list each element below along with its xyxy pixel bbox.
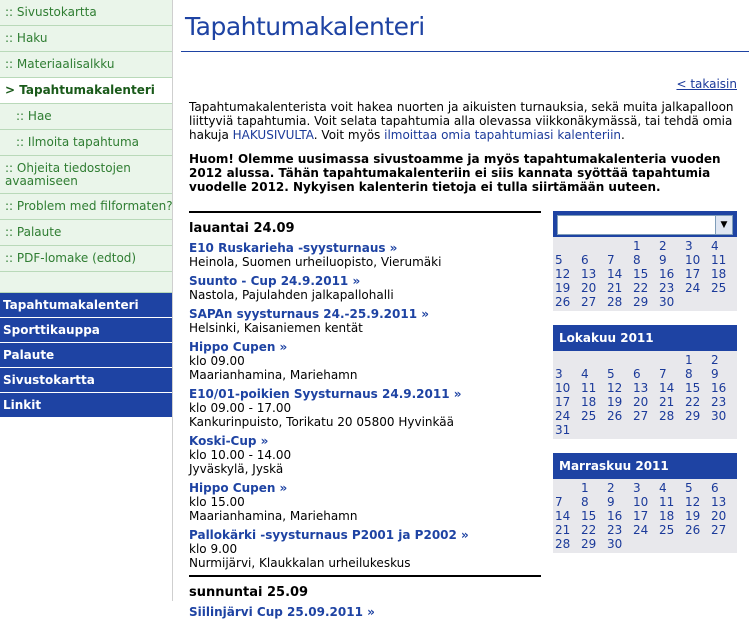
day-cell[interactable]: 28 [659, 409, 675, 423]
day-cell[interactable]: 17 [555, 395, 571, 409]
day-cell[interactable]: 24 [633, 523, 649, 537]
day-cell[interactable]: 25 [581, 409, 597, 423]
day-grid [553, 479, 737, 553]
event-detail: klo 10.00 - 14.00 [189, 448, 292, 462]
day-cell[interactable]: 15 [633, 267, 649, 281]
event-item [189, 241, 541, 269]
day-cell[interactable]: 19 [685, 509, 701, 523]
day-cell[interactable]: 20 [711, 509, 727, 523]
chevron-down-icon[interactable]: ▼ [715, 216, 732, 234]
page-title: Tapahtumakalenteri [185, 12, 425, 41]
day-cell[interactable]: 21 [659, 395, 675, 409]
day-cell[interactable]: 7 [607, 253, 615, 267]
day-cell[interactable]: 19 [607, 395, 623, 409]
event-item [189, 434, 541, 476]
day-cell[interactable]: 11 [659, 495, 675, 509]
day-cell[interactable]: 5 [555, 253, 563, 267]
day-cell[interactable]: 9 [711, 367, 719, 381]
day-cell[interactable]: 8 [633, 253, 641, 267]
subnav-item-ilmoita-tapahtuma[interactable] [0, 130, 172, 156]
subnav-label: Ilmoita tapahtuma [27, 135, 140, 149]
event-item [189, 307, 541, 335]
day-cell[interactable]: 16 [607, 509, 623, 523]
day-cell[interactable]: 19 [555, 281, 571, 295]
day-cell[interactable]: 28 [607, 295, 623, 309]
subnav-item-pdf-lomake[interactable] [0, 246, 172, 272]
day-cell[interactable]: 30 [659, 295, 675, 309]
day-cell[interactable]: 9 [607, 495, 615, 509]
day-blank [605, 239, 631, 253]
day-cell[interactable]: 9 [659, 253, 667, 267]
subnav-label: Sivustokartta [16, 5, 97, 19]
day-cell[interactable]: 7 [659, 367, 667, 381]
event-detail: Heinola, Suomen urheiluopisto, Vierumäki [189, 255, 442, 269]
day-cell[interactable]: 21 [607, 281, 623, 295]
day-cell[interactable]: 15 [581, 509, 597, 523]
day-cell[interactable]: 30 [607, 537, 623, 551]
day-cell[interactable]: 17 [633, 509, 649, 523]
month-select-header [553, 211, 737, 237]
subnav-marker: :: [16, 135, 25, 149]
day-cell[interactable]: 12 [607, 381, 623, 395]
day-cell[interactable]: 1 [685, 353, 693, 367]
day-cell[interactable]: 18 [581, 395, 597, 409]
mainnav-item-tapahtumakalenteri[interactable]: Tapahtumakalenteri [0, 293, 172, 318]
subnav-marker: :: [5, 31, 14, 45]
day-grid [553, 237, 737, 311]
day-cell[interactable]: 24 [685, 281, 701, 295]
day-cell[interactable]: 22 [581, 523, 597, 537]
day-cell[interactable]: 24 [555, 409, 571, 423]
subnav-item-sivustokartta[interactable] [0, 0, 172, 26]
event-title-link[interactable]: Koski-Cup » [189, 434, 269, 448]
event-detail: klo 15.00 [189, 495, 245, 509]
day-cell[interactable]: 23 [711, 395, 727, 409]
back-link[interactable]: < takaisin [676, 77, 737, 91]
notice-paragraph: Huom! Olemme uusimassa sivustoamme ja myös tapahtumakalenteria vuoden 2012 alussa. Tähän tapahtumakalenteriin ei siis kannata syöttää tapahtumia vuodelle 2012. Nykyisen kalenterin tietoja ei tulla siirtämään uuteen. [189, 152, 721, 194]
event-detail: Maarianhamina, Mariehamn [189, 509, 358, 523]
title-divider [181, 51, 749, 52]
event-list [189, 211, 541, 624]
day-blank [553, 353, 579, 367]
mainnav-item-sporttikauppa[interactable]: Sporttikauppa [0, 318, 172, 343]
event-detail: Nastola, Pajulahden jalkapallohalli [189, 288, 394, 302]
main-navigation [0, 293, 172, 418]
day-cell[interactable]: 29 [685, 409, 701, 423]
day-blank [579, 353, 605, 367]
day-cell[interactable]: 20 [581, 281, 597, 295]
event-detail: Nurmijärvi, Klaukkalan urheilukeskus [189, 556, 411, 570]
subnav-spacer [0, 272, 172, 293]
event-title-link[interactable]: Siilinjärvi Cup 25.09.2011 » [189, 605, 375, 619]
day-cell[interactable]: 26 [607, 409, 623, 423]
event-title-link[interactable]: Hippo Cupen » [189, 340, 288, 354]
day-blank [553, 481, 579, 495]
day-cell[interactable]: 17 [685, 267, 701, 281]
subnav-item-haku[interactable] [0, 26, 172, 52]
day-cell[interactable]: 26 [685, 523, 701, 537]
day-cell[interactable]: 11 [581, 381, 597, 395]
day-cell[interactable]: 4 [581, 367, 589, 381]
subnav-label: Ohjeita tiedostojen avaamiseen [5, 161, 131, 188]
day-cell[interactable]: 14 [607, 267, 623, 281]
subnav-label: Materiaalisalkku [16, 57, 115, 71]
event-item [189, 481, 541, 523]
day-cell[interactable]: 2 [659, 239, 667, 253]
day-cell[interactable]: 5 [685, 481, 693, 495]
day-cell[interactable]: 26 [555, 295, 571, 309]
subnav-marker: :: [5, 5, 14, 19]
day-cell[interactable]: 14 [659, 381, 675, 395]
day-cell[interactable]: 1 [633, 239, 641, 253]
day-cell[interactable]: 20 [633, 395, 649, 409]
subnav-marker: :: [5, 251, 14, 265]
day-cell[interactable]: 30 [711, 409, 727, 423]
event-title-link[interactable]: E10/01-poikien Syysturnaus 24.9.2011 » [189, 387, 462, 401]
day-cell[interactable]: 14 [555, 509, 571, 523]
main-content [181, 0, 749, 619]
day-cell[interactable]: 27 [711, 523, 727, 537]
month-calendar [553, 325, 737, 439]
event-detail: klo 09.00 - 17.00 [189, 401, 292, 415]
day-cell[interactable]: 12 [685, 495, 701, 509]
subnav-marker: :: [5, 225, 14, 239]
month-select[interactable] [557, 215, 733, 235]
event-detail: Maarianhamina, Mariehamn [189, 368, 358, 382]
day-cell[interactable]: 7 [555, 495, 563, 509]
subnav-marker: :: [5, 57, 14, 71]
day-cell[interactable]: 2 [607, 481, 615, 495]
subnav-item-palaute[interactable] [0, 220, 172, 246]
day-cell[interactable]: 23 [607, 523, 623, 537]
search-page-link[interactable]: HAKUSIVULTA [232, 128, 314, 142]
day-cell[interactable]: 3 [633, 481, 641, 495]
event-item [189, 340, 541, 382]
day-cell[interactable]: 27 [581, 295, 597, 309]
day-cell[interactable]: 2 [711, 353, 719, 367]
subnav-marker: :: [5, 199, 14, 213]
day-cell[interactable]: 1 [581, 481, 589, 495]
event-detail: klo 09.00 [189, 354, 245, 368]
day-cell[interactable]: 28 [555, 537, 571, 551]
day-cell[interactable]: 25 [659, 523, 675, 537]
day-blank [553, 239, 579, 253]
day-cell[interactable]: 13 [633, 381, 649, 395]
day-cell[interactable]: 18 [659, 509, 675, 523]
intro-text-2: . Voit myös [313, 128, 385, 142]
day-cell[interactable]: 11 [711, 253, 727, 267]
event-item [189, 274, 541, 302]
subnav-marker: > [5, 83, 16, 97]
intro-paragraph [189, 100, 739, 142]
subnav-label: PDF-lomake (edtod) [16, 251, 137, 265]
day-cell[interactable]: 10 [633, 495, 649, 509]
subnav-marker: :: [16, 109, 25, 123]
day-cell[interactable]: 6 [711, 481, 719, 495]
mainnav-item-linkit[interactable]: Linkit [0, 393, 172, 418]
day-cell[interactable]: 22 [633, 281, 649, 295]
event-title-link[interactable]: Suunto - Cup 24.9.2011 » [189, 274, 361, 288]
day-cell[interactable]: 22 [685, 395, 701, 409]
day-cell[interactable]: 16 [711, 381, 727, 395]
month-header: Marraskuu 2011 [553, 453, 737, 479]
day-cell[interactable]: 3 [685, 239, 693, 253]
month-calendar [553, 211, 737, 311]
mini-calendars [553, 211, 737, 567]
event-detail: Kankurinpuisto, Torikatu 20 05800 Hyvinkää [189, 415, 454, 429]
day-cell[interactable]: 15 [685, 381, 701, 395]
subnav-item-ohjeita[interactable] [0, 156, 172, 194]
day-cell[interactable]: 21 [555, 523, 571, 537]
day-cell[interactable]: 6 [581, 253, 589, 267]
day-blank [631, 353, 657, 367]
event-detail: Jyväskylä, Jyskä [189, 462, 284, 476]
subnav-item-problem[interactable] [0, 194, 172, 220]
day-grid [553, 351, 737, 439]
sidebar [0, 0, 173, 601]
day-cell[interactable]: 4 [659, 481, 667, 495]
subnav-label: Palaute [16, 225, 62, 239]
event-item [189, 528, 541, 570]
event-title-link[interactable]: SAPAn syysturnaus 24.-25.9.2011 » [189, 307, 429, 321]
subnav-item-tapahtumakalenteri[interactable] [0, 78, 172, 104]
event-detail: klo 9.00 [189, 542, 238, 556]
month-header: Lokakuu 2011 [553, 325, 737, 351]
event-title-link[interactable]: E10 Ruskarieha -syysturnaus » [189, 241, 398, 255]
month-calendar [553, 453, 737, 553]
day-cell[interactable]: 29 [633, 295, 649, 309]
day-cell[interactable]: 13 [711, 495, 727, 509]
event-title-link[interactable]: Pallokärki -syysturnaus P2001 ja P2002 » [189, 528, 469, 542]
day-blank [605, 353, 631, 367]
day-cell[interactable]: 8 [581, 495, 589, 509]
add-event-link[interactable]: ilmoittaa omia tapahtumiasi kalenteriin [384, 128, 622, 142]
sub-navigation [0, 0, 172, 293]
day-cell[interactable]: 23 [659, 281, 675, 295]
day-blank [579, 239, 605, 253]
subnav-label: Problem med filformaten? [16, 199, 173, 213]
day-heading: lauantai 24.09 [189, 211, 541, 237]
event-item [189, 387, 541, 429]
day-blank [657, 353, 683, 367]
event-title-link[interactable]: Hippo Cupen » [189, 481, 288, 495]
intro-text-1: Tapahtumakalenterista voit hakea nuorten ja aikuisten turnauksia, sekä muita jalkapalloon liittyviä tapahtumia. Voit selata tapahtumia alla olevassa viikkonäkymässä, tai tehdä omia hakuja [189, 100, 734, 142]
day-cell[interactable]: 8 [685, 367, 693, 381]
day-cell[interactable]: 18 [711, 267, 727, 281]
day-cell[interactable]: 31 [555, 423, 571, 437]
event-item [189, 605, 541, 619]
day-heading: sunnuntai 25.09 [189, 575, 541, 601]
subnav-label: Hae [27, 109, 52, 123]
day-cell[interactable]: 4 [711, 239, 719, 253]
intro-text-3: . [621, 128, 625, 142]
day-cell[interactable]: 12 [555, 267, 571, 281]
subnav-label: Haku [16, 31, 48, 45]
day-cell[interactable]: 6 [633, 367, 641, 381]
day-cell[interactable]: 5 [607, 367, 615, 381]
day-cell[interactable]: 27 [633, 409, 649, 423]
subnav-item-materiaalisalkku[interactable] [0, 52, 172, 78]
day-cell[interactable]: 25 [711, 281, 727, 295]
subnav-item-hae[interactable] [0, 104, 172, 130]
subnav-label: Tapahtumakalenteri [19, 83, 155, 97]
day-cell[interactable]: 10 [555, 381, 571, 395]
day-cell[interactable]: 29 [581, 537, 597, 551]
mainnav-item-sivustokartta[interactable]: Sivustokartta [0, 368, 172, 393]
day-cell[interactable]: 16 [659, 267, 675, 281]
subnav-marker: :: [5, 161, 14, 175]
month-select-value: Syyskuu [562, 217, 624, 232]
day-cell[interactable]: 13 [581, 267, 597, 281]
mainnav-item-palaute[interactable]: Palaute [0, 343, 172, 368]
event-detail: Helsinki, Kaisaniemen kentät [189, 321, 363, 335]
day-cell[interactable]: 10 [685, 253, 701, 267]
day-cell[interactable]: 3 [555, 367, 563, 381]
